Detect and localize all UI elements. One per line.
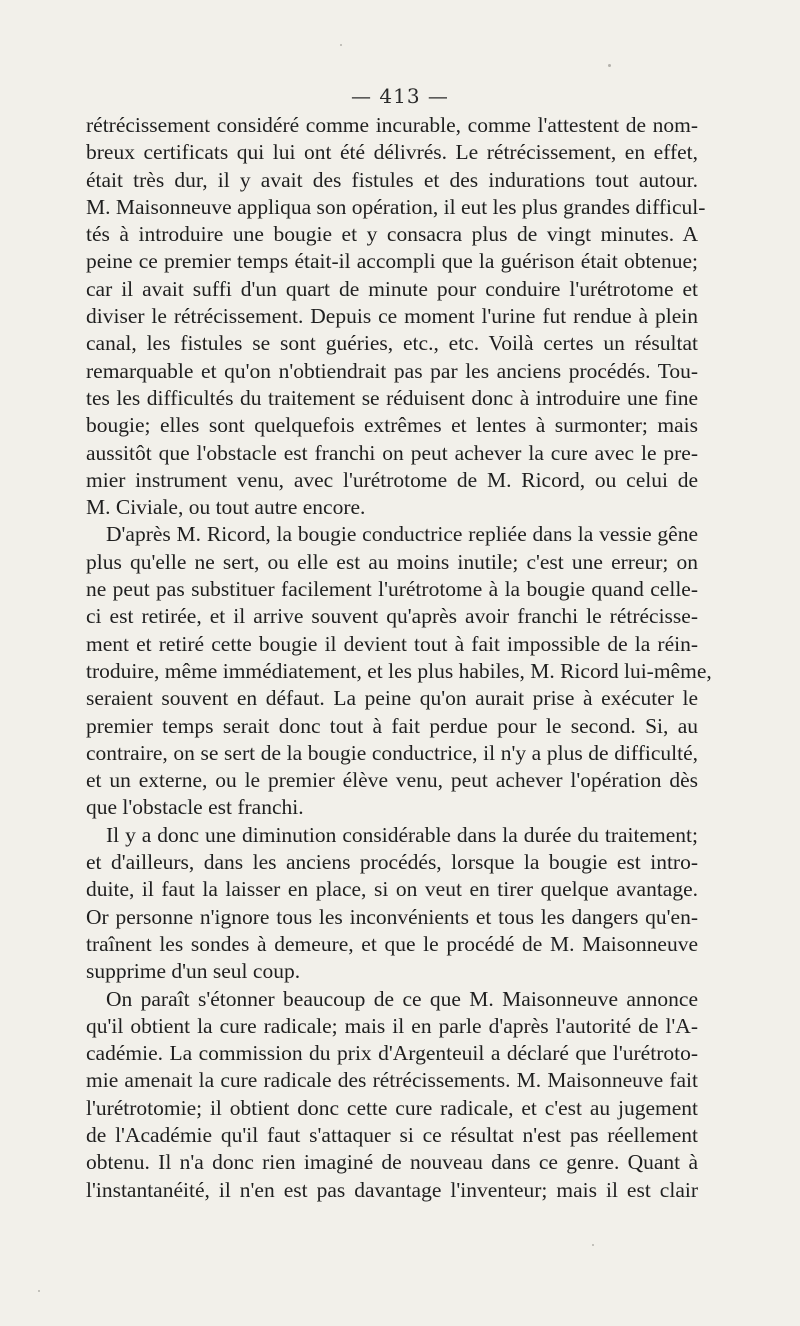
paper-speck (340, 44, 342, 46)
paper-speck (608, 64, 611, 67)
text-line: supprime d'un seul coup. (86, 959, 301, 984)
text-line: breux certificats qui lui ont été délivrés. Le rétrécissement, en effet, (86, 140, 698, 165)
text-line: canal, les fistules se sont guéries, etc., etc. Voilà certes un résultat (86, 331, 698, 356)
text-line: de l'Académie qu'il faut s'attaquer si ce résultat n'est pas réellement (86, 1122, 698, 1147)
text-line: On paraît s'étonner beaucoup de ce que M. Maisonneuve annonce (106, 986, 698, 1011)
text-line: traînent les sondes à demeure, et que le procédé de M. Maisonneuve (86, 931, 698, 956)
text-line: Or personne n'ignore tous les inconvénients et tous les dangers qu'en- (86, 904, 698, 929)
text-line: mie amenait la cure radicale des rétrécissements. M. Maisonneuve fait (86, 1068, 698, 1093)
text-line: D'après M. Ricord, la bougie conductrice repliée dans la vessie gêne (106, 522, 698, 547)
text-line: tés à introduire une bougie et y consacra plus de vingt minutes. A (86, 222, 698, 247)
text-line: qu'il obtient la cure radicale; mais il en parle d'après l'autorité de l'A- (86, 1013, 698, 1038)
text-line: cadémie. La commission du prix d'Argenteuil a déclaré que l'urétroto- (86, 1041, 698, 1066)
paper-speck (38, 1290, 40, 1292)
body-text (86, 112, 712, 1204)
text-line: et un externe, ou le premier élève venu, peut achever l'opération dès (86, 768, 698, 793)
text-line: aussitôt que l'obstacle est franchi on peut achever la cure avec le pre- (86, 440, 698, 465)
text-line: premier temps serait donc tout à fait perdue pour le second. Si, au (86, 713, 698, 738)
text-line: contraire, on se sert de la bougie conductrice, il n'y a plus de difficulté, (86, 740, 698, 765)
text-line: et d'ailleurs, dans les anciens procédés, lorsque la bougie est intro- (86, 850, 698, 875)
text-line: duite, il faut la laisser en place, si on veut en tirer quelque avantage. (86, 877, 698, 902)
text-line: bougie; elles sont quelquefois extrêmes et lentes à surmonter; mais (86, 413, 698, 438)
page-number: — 413 — (351, 84, 449, 108)
text-line: peine ce premier temps était-il accompli que la guérison était obtenue; (86, 249, 698, 274)
text-line: était très dur, il y avait des fistules et des indurations tout autour. (86, 167, 698, 192)
text-line: seraient souvent en défaut. La peine qu'on aurait prise à exécuter le (86, 686, 698, 711)
text-line: diviser le rétrécissement. Depuis ce moment l'urine fut rendue à plein (86, 304, 698, 329)
text-line: mier instrument venu, avec l'urétrotome de M. Ricord, ou celui de (86, 467, 698, 492)
text-line: Il y a donc une diminution considérable dans la durée du traitement; (106, 822, 698, 847)
text-line: l'urétrotomie; il obtient donc cette cure radicale, et c'est au jugement (86, 1095, 698, 1120)
text-line: tes les difficultés du traitement se réduisent donc à introduire une fine (86, 385, 698, 410)
text-line: ne peut pas substituer facilement l'urétrotome à la bougie quand celle- (86, 577, 698, 602)
text-line: M. Civiale, ou tout autre encore. (86, 495, 366, 520)
text-line: ment et retiré cette bougie il devient tout à fait impossible de la réin- (86, 631, 698, 656)
text-line: car il avait suffi d'un quart de minute pour conduire l'urétrotome et (86, 276, 698, 301)
text-line: l'instantanéité, il n'en est pas davantage l'inventeur; mais il est clair (86, 1177, 698, 1202)
text-line: remarquable et qu'on n'obtiendrait pas par les anciens procédés. Tou- (86, 358, 698, 383)
text-line: M. Maisonneuve appliqua son opération, il eut les plus grandes difficul- (86, 194, 706, 219)
text-line: que l'obstacle est franchi. (86, 795, 304, 820)
paper-speck (592, 1244, 594, 1246)
text-line: rétrécissement considéré comme incurable, comme l'attestent de nom- (86, 113, 698, 137)
text-line: plus qu'elle ne sert, ou elle est au moins inutile; c'est une erreur; on (86, 549, 698, 574)
text-line: obtenu. Il n'a donc rien imaginé de nouveau dans ce genre. Quant à (86, 1150, 698, 1175)
text-line: ci est retirée, et il arrive souvent qu'après avoir franchi le rétrécisse- (86, 604, 698, 629)
text-line: troduire, même immédiatement, et les plus habiles, M. Ricord lui-même, (86, 658, 712, 683)
